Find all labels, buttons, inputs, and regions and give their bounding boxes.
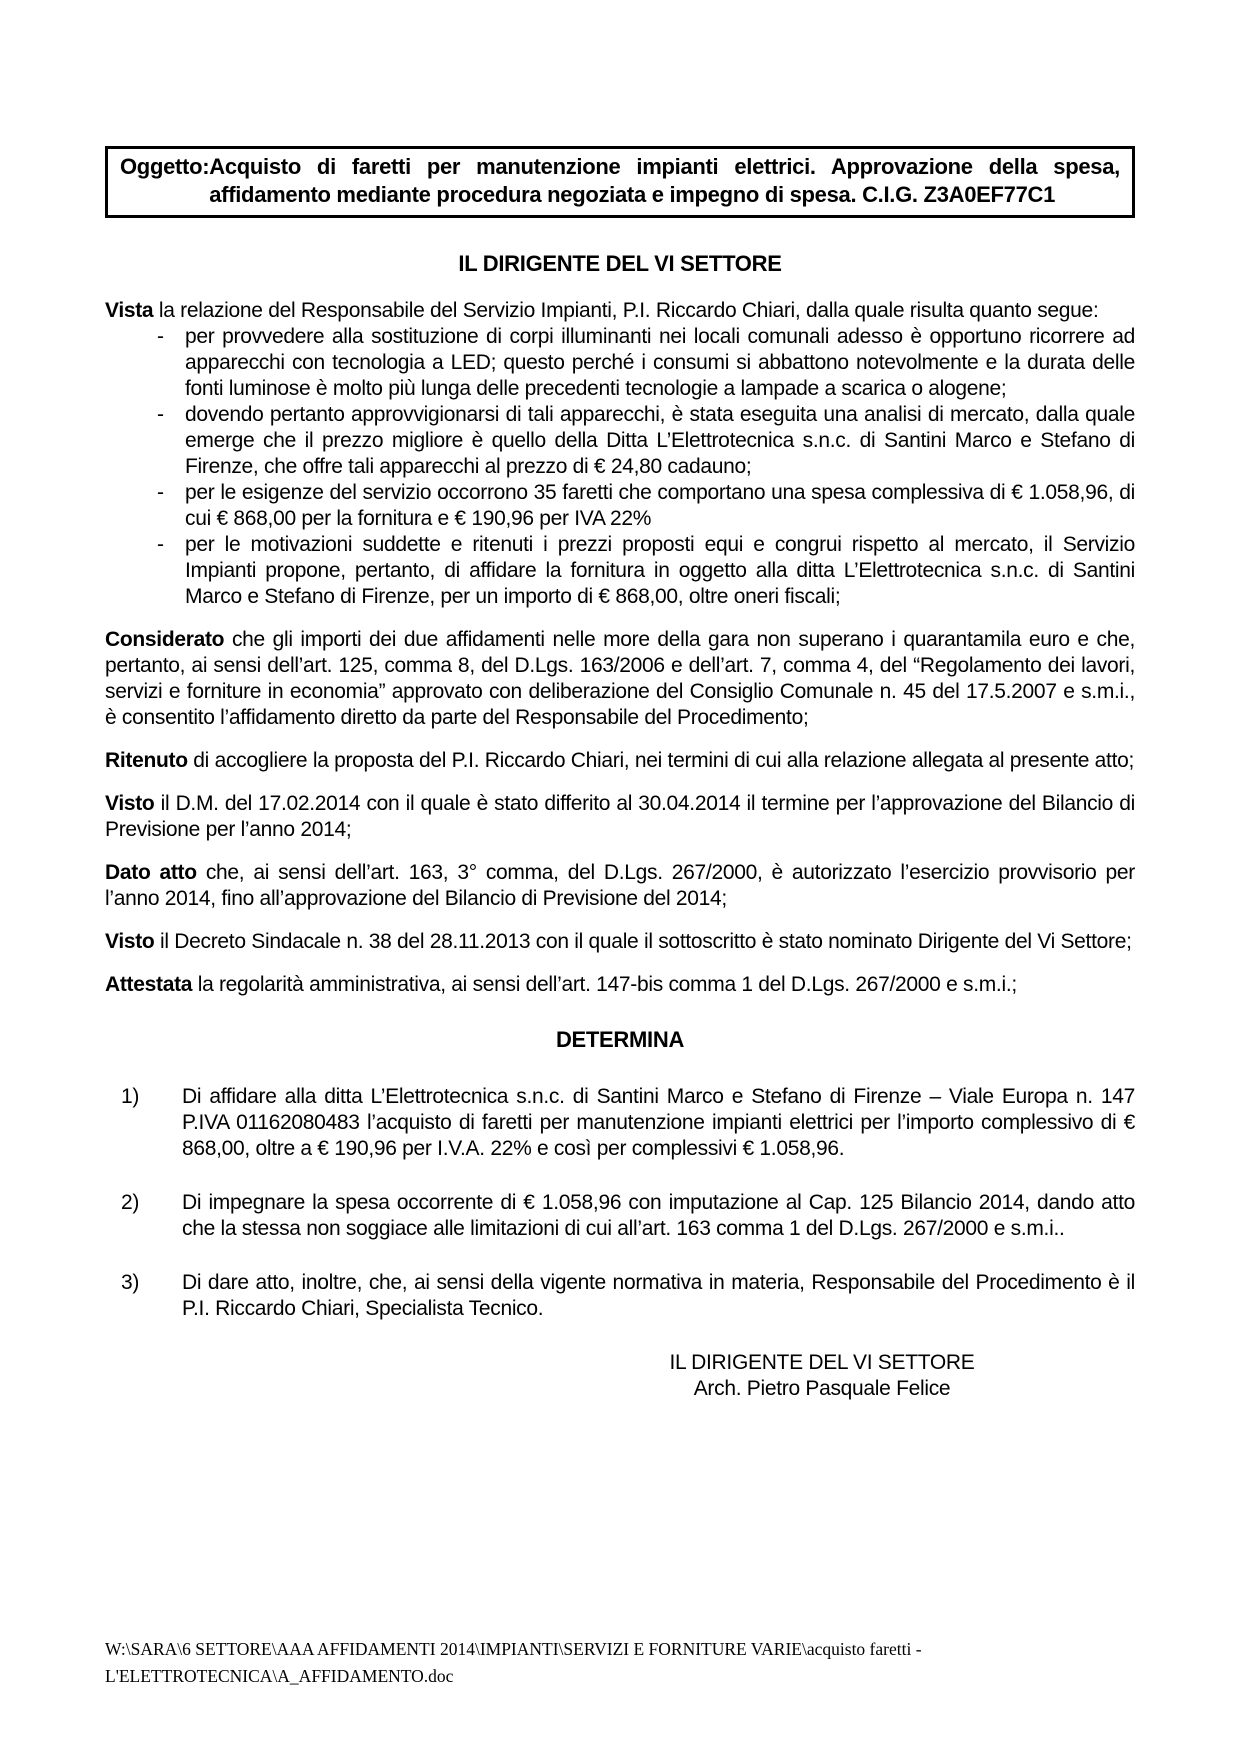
list-item bbox=[105, 1084, 1135, 1162]
paragraph-dato-atto bbox=[105, 860, 1135, 912]
list-item bbox=[105, 480, 1135, 532]
determina-list bbox=[105, 1084, 1135, 1322]
paragraph-text: che gli importi dei due affidamenti nelle more della gara non superano i quarantamila euro e che, pertanto, ai sensi dell’art. 125, comma 8, del D.Lgs. 163/2006 e dell’art. 7, comma 4, del “Regolamento dei lavori, servizi e forniture in economia” approvato con deliberazione del Consiglio Comunale n. 45 del 17.5.2007 e s.m.i., è consentito l’affidamento diretto da parte del Responsabile del Procedimento; bbox=[105, 628, 1135, 729]
paragraph-attestata bbox=[105, 972, 1135, 998]
list-item bbox=[105, 324, 1135, 402]
bullet-text: per le esigenze del servizio occorrono 35 faretti che comportano una spesa complessiva di € 1.058,96, di cui € 868,00 per la fornitura e € 190,96 per IVA 22% bbox=[185, 481, 1135, 530]
dash-marker: - bbox=[157, 533, 164, 556]
subject-label: Oggetto: bbox=[120, 154, 210, 179]
paragraph-ritenuto bbox=[105, 748, 1135, 774]
item-text: Di dare atto, inoltre, che, ai sensi della vigente normativa in materia, Responsabile del Procedimento è il P.I. Riccardo Chiari, Specialista Tecnico. bbox=[182, 1271, 1135, 1320]
section-heading-determina: DETERMINA bbox=[555, 1027, 685, 1052]
lead-word-vista: Vista bbox=[105, 299, 154, 322]
file-path-footer: W:\SARA\6 SETTORE\AAA AFFIDAMENTI 2014\IMPIANTI\SERVIZI E FORNITURE VARIE\acquisto faretti - L'ELETTROTECNICA\A_AFFIDAMENTO.doc bbox=[105, 1639, 922, 1686]
paragraph-text: di accogliere la proposta del P.I. Riccardo Chiari, nei termini di cui alla relazione allegata al presente atto; bbox=[193, 749, 1135, 772]
lead-word: Visto bbox=[105, 792, 155, 815]
lead-word: Ritenuto bbox=[105, 749, 188, 772]
paragraph-visto-dm bbox=[105, 791, 1135, 843]
paragraph-text: la regolarità amministrativa, ai sensi dell’art. 147-bis comma 1 del D.Lgs. 267/2000 e s.m.i.; bbox=[197, 973, 1017, 996]
list-item bbox=[105, 1190, 1135, 1242]
paragraph-text: che, ai sensi dell’art. 163, 3° comma, del D.Lgs. 267/2000, è autorizzato l’esercizio provvisorio per l’anno 2014, fino all’approvazione del Bilancio di Previsione del 2014; bbox=[105, 861, 1135, 910]
dash-marker: - bbox=[157, 325, 164, 348]
item-number: 1) bbox=[121, 1085, 140, 1108]
document-content bbox=[105, 146, 1135, 1402]
dash-marker: - bbox=[157, 481, 164, 504]
signature-name: Arch. Pietro Pasquale Felice bbox=[693, 1377, 951, 1400]
list-item bbox=[105, 532, 1135, 610]
list-item bbox=[105, 1270, 1135, 1322]
lead-word: Dato atto bbox=[105, 861, 197, 884]
item-number: 3) bbox=[121, 1271, 140, 1294]
bullet-text: per provvedere alla sostituzione di corpi illuminanti nei locali comunali adesso è opportuno ricorrere ad apparecchi con tecnologia a LED; questo perché i consumi si abbattono notevolmente e la durata delle fonti luminose è molto più lunga delle precedenti tecnologie a lampade a scarica o alogene; bbox=[185, 325, 1135, 400]
bullet-text: per le motivazioni suddette e ritenuti i prezzi proposti equi e congrui rispetto al mercato, il Servizio Impianti propone, pertanto, di affidare la fornitura in oggetto alla ditta L’Elettrotecnica s.n.c. di Santini Marco e Stefano di Firenze, per un importo di € 868,00, oltre oneri fiscali; bbox=[185, 533, 1135, 608]
item-text: Di impegnare la spesa occorrente di € 1.058,96 con imputazione al Cap. 125 Bilancio 2014, dando atto che la stessa non soggiace alle limitazioni di cui all’art. 163 comma 1 del D.Lgs. 267/2000 e s.m.i.. bbox=[182, 1191, 1135, 1240]
paragraph-text: il D.M. del 17.02.2014 con il quale è stato differito al 30.04.2014 il termine per l’approvazione del Bilancio di Previsione per l’anno 2014; bbox=[105, 792, 1135, 841]
item-text: Di affidare alla ditta L’Elettrotecnica s.n.c. di Santini Marco e Stefano di Firenze – Viale Europa n. 147 P.IVA 01162080483 l’acquisto di faretti per manutenzione impianti elettrici per l’importo complessivo di € 868,00, oltre a € 190,96 per I.V.A. 22% e così per complessivi € 1.058,96. bbox=[182, 1085, 1135, 1160]
paragraph-visto-decreto bbox=[105, 929, 1135, 955]
list-item bbox=[105, 402, 1135, 480]
lead-word: Visto bbox=[105, 930, 155, 953]
lead-word: Attestata bbox=[105, 973, 193, 996]
subject-box bbox=[105, 146, 1135, 218]
lead-word: Considerato bbox=[105, 628, 225, 651]
paragraph-considerato bbox=[105, 627, 1135, 731]
paragraph-vista-text: la relazione del Responsabile del Servizio Impianti, P.I. Riccardo Chiari, dalla quale risulta quanto segue: bbox=[158, 299, 1099, 322]
signature-title: IL DIRIGENTE DEL VI SETTORE bbox=[669, 1351, 975, 1374]
subject-text: Acquisto di faretti per manutenzione impianti elettrici. Approvazione della spesa, affidamento mediante procedura negoziata e impegno di spesa. C.I.G. Z3A0EF77C1 bbox=[209, 154, 1120, 207]
section-heading-dirigente: IL DIRIGENTE DEL VI SETTORE bbox=[458, 251, 782, 276]
item-number: 2) bbox=[121, 1191, 140, 1214]
paragraph-text: il Decreto Sindacale n. 38 del 28.11.2013 con il quale il sottoscritto è stato nominato Dirigente del Vi Settore; bbox=[160, 930, 1132, 953]
signature-block bbox=[602, 1350, 1042, 1402]
dash-marker: - bbox=[157, 403, 164, 426]
bullet-text: dovendo pertanto approvvigionarsi di tali apparecchi, è stata eseguita una analisi di mercato, dalla quale emerge che il prezzo migliore è quello della Ditta L’Elettrotecnica s.n.c. di Santini Marco e Stefano di Firenze, che offre tali apparecchi al prezzo di € 24,80 cadauno; bbox=[185, 403, 1135, 478]
paragraph-vista bbox=[105, 298, 1135, 324]
bullet-list bbox=[105, 324, 1135, 610]
